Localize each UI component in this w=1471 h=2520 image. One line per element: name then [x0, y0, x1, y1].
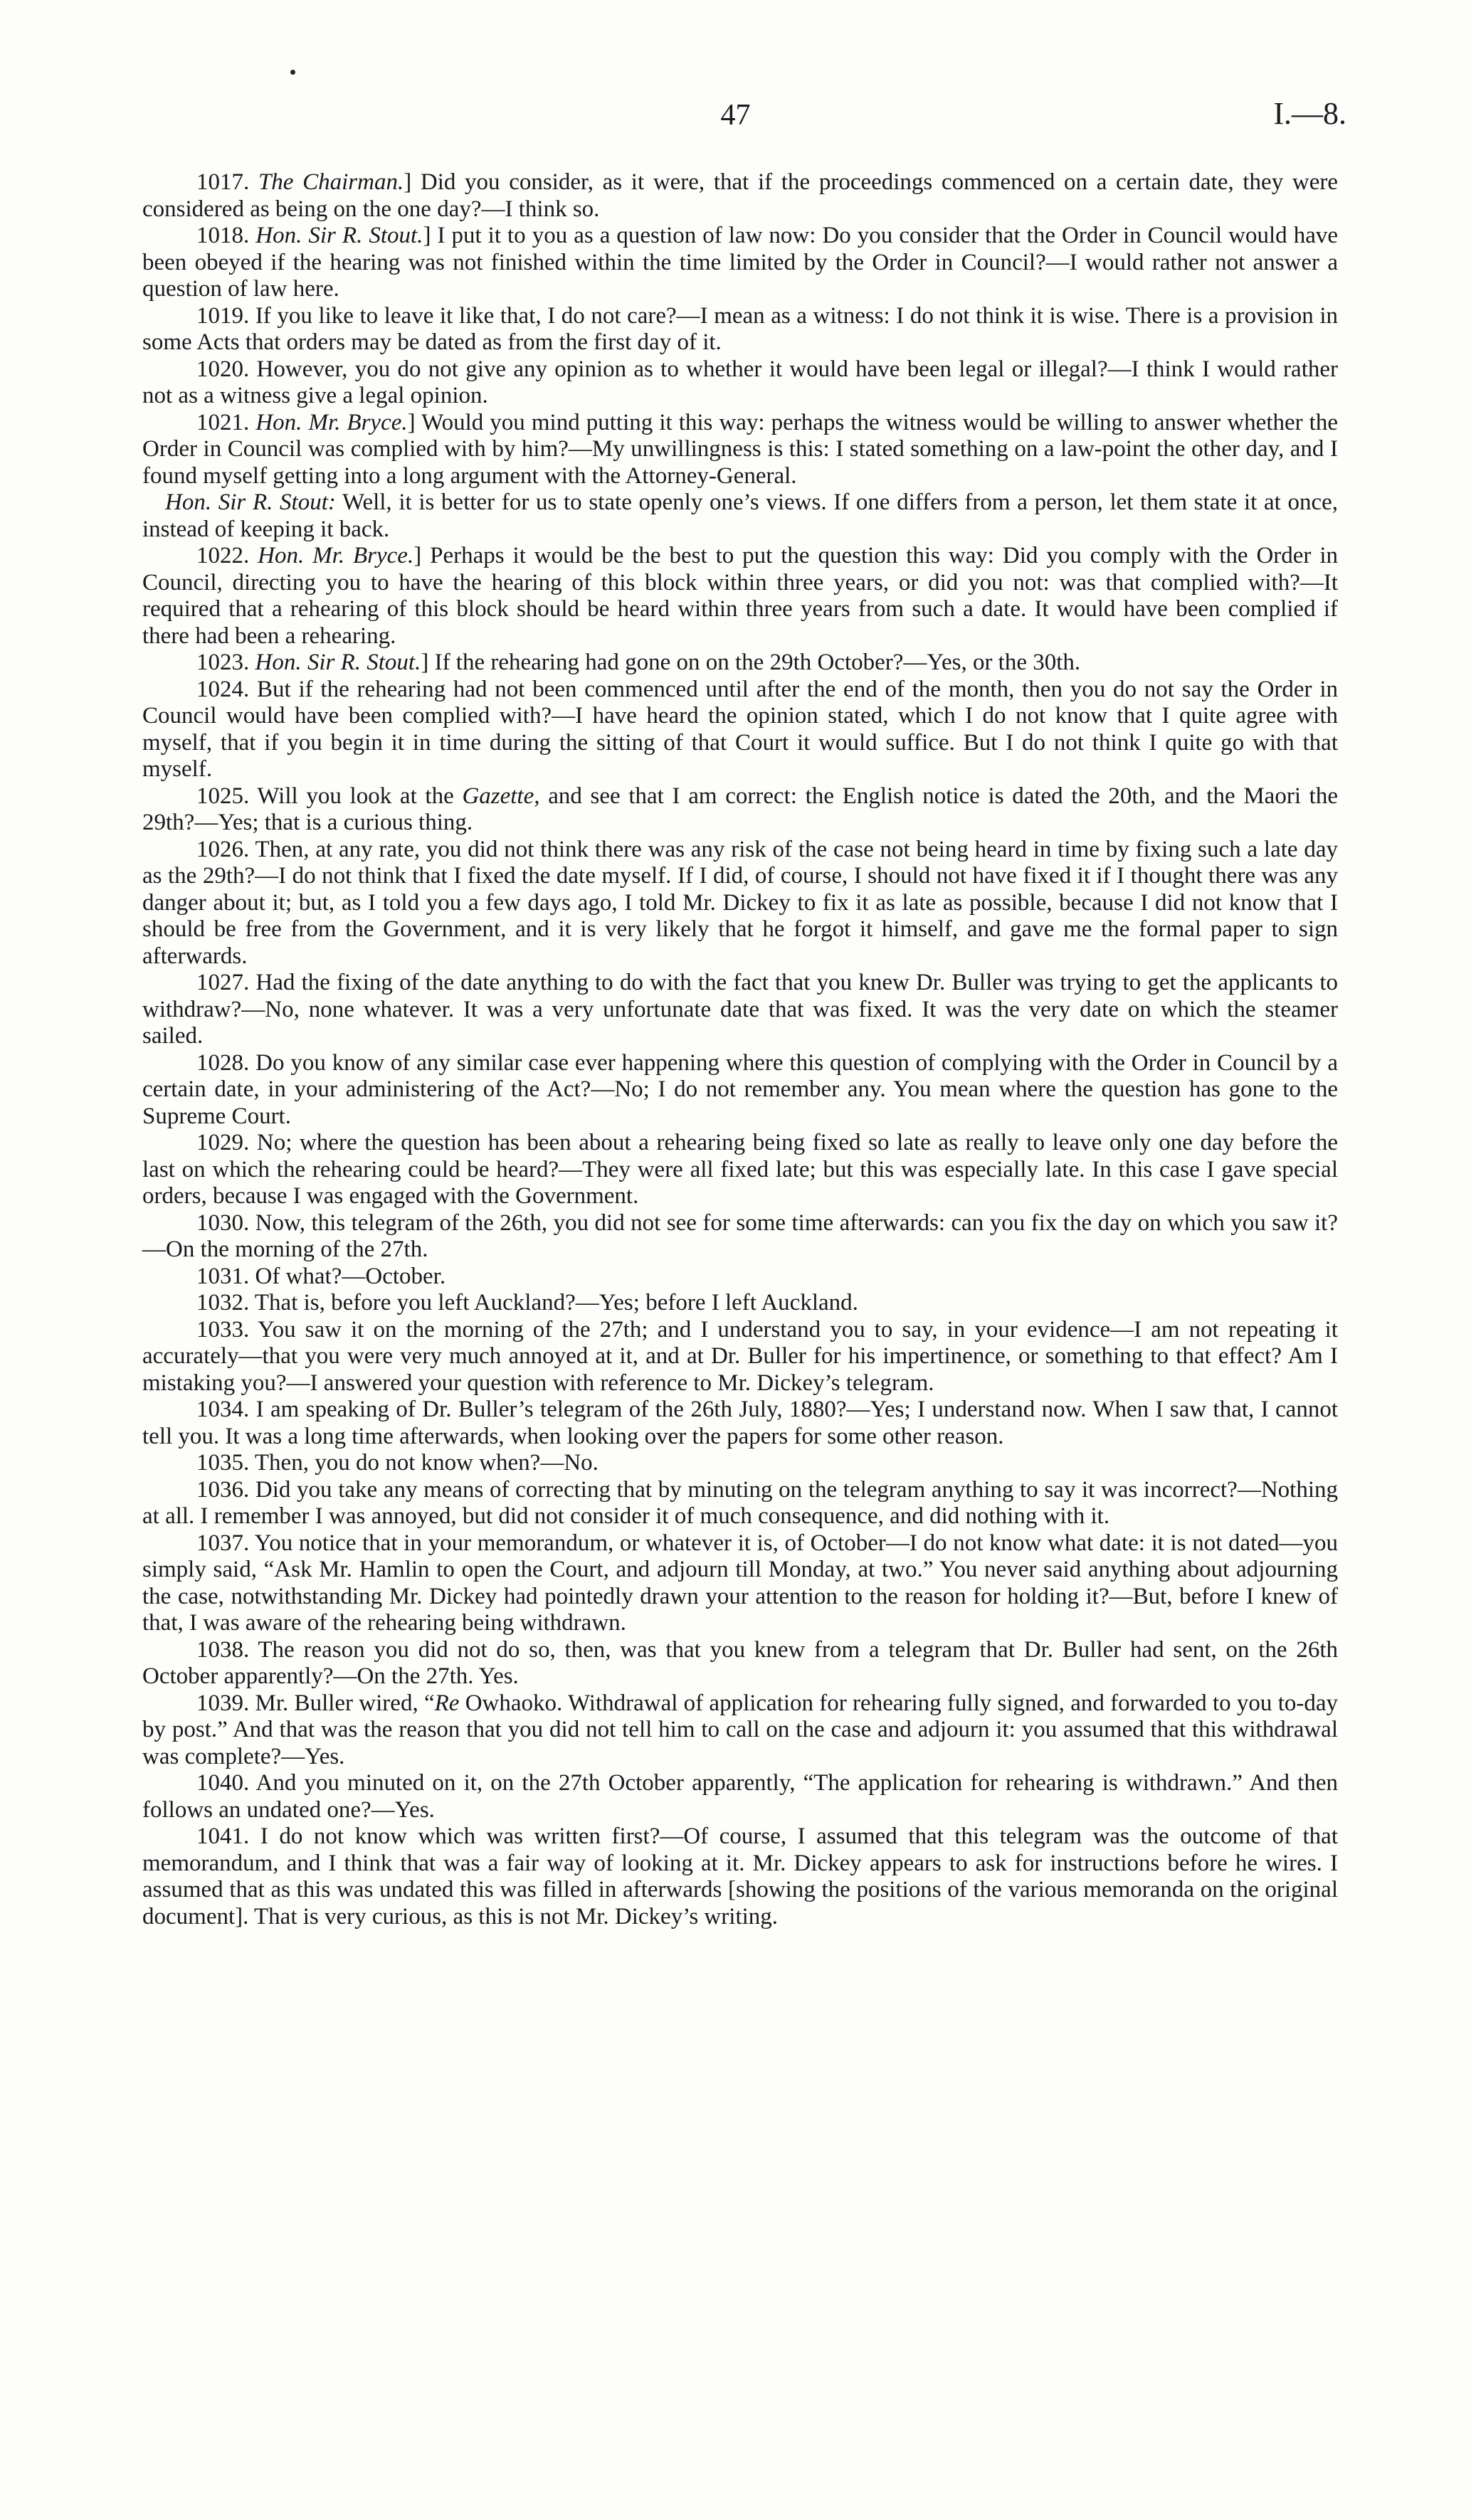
evidence-paragraph: [142, 1450, 1338, 1477]
paragraph-text: 1028. Do you know of any similar case ever happening where this question of complying with the Order in Council by a certain date, in your administering of the Act?—No; I do not remember any. You mean where the question has gone to the Supreme Court.: [142, 1049, 1338, 1129]
evidence-paragraph: [142, 1477, 1338, 1530]
evidence-paragraph: [142, 837, 1338, 970]
evidence-paragraph: [142, 1397, 1338, 1450]
evidence-paragraph: [142, 223, 1338, 303]
evidence-paragraph: [142, 1690, 1338, 1771]
paragraph-text: and see that I am correct: the English notice is dated the 20th, and the Maori the 29th?—Yes; that is a curious thing.: [142, 783, 1338, 835]
paragraph-text: 1026. Then, at any rate, you did not think there was any risk of the case not being heard in time by fixing such a late day as the 29th?—I do not think that I fixed the date myself. If I did, of course, I should not have fixed it if I thought there was any danger about it; but, as I told you a few days ago, I told Mr. Dickey to fix it as late as possible, because I did not know that I should be free from the Government, and it is very likely that he forgot it himself, and gave me the formal paper to sign afterwards.: [142, 836, 1338, 969]
page-number: 47: [720, 99, 751, 132]
paragraph-text: 1023.: [196, 650, 255, 675]
paragraph-text: 1031. Of what?—October.: [196, 1263, 446, 1289]
speaker-name: Hon. Mr. Bryce.: [258, 543, 414, 568]
evidence-paragraph: [142, 1130, 1338, 1210]
evidence-paragraph: [142, 489, 1338, 543]
evidence-paragraph: [142, 1210, 1338, 1264]
paragraph-text: 1027. Had the fixing of the date anything to do with the fact that you knew Dr. Buller was trying to get the applicants to withdraw?—No, none whatever. It was a very unfortunate date that was fixed. It was the very date on which the steamer sailed.: [142, 970, 1338, 1049]
paragraph-text: 1024. But if the rehearing had not been commenced until after the end of the month, then you do not say the Order in Council would have been complied with?—I have heard the opinion stated, which I do not know that I quite agree with myself, that if you begin it in time during the sitting of that Court it would suffice. But I do not think I quite go with that myself.: [142, 676, 1338, 782]
paragraph-text: 1036. Did you take any means of correcting that by minuting on the telegram anything to say it was incorrect?—Nothing at all. I remember I was annoyed, but did not consider it of much consequence, and did nothing with it.: [142, 1476, 1338, 1529]
evidence-paragraph: [142, 169, 1338, 223]
paragraph-text: 1018.: [196, 223, 256, 248]
paragraph-text: 1041. I do not know which was written first?—Of course, I assumed that this telegram was the outcome of that memorandum, and I think that was a fair way of looking at it. Mr. Dickey appears to ask for instructions before he wires. I assumed that as this was undated this was filled in afterwards [showing the positions of the various memoranda on the original document]. That is very curious, as this is not Mr. Dickey’s writing.: [142, 1823, 1338, 1929]
evidence-paragraph: [142, 650, 1338, 677]
speaker-name: Hon. Sir R. Stout.: [255, 223, 423, 248]
evidence-paragraph: [142, 1050, 1338, 1131]
paragraph-text: 1033. You saw it on the morning of the 27th; and I understand you to say, in your evidence—I am not repeating it accurately—that you were very much annoyed at it, and at Dr. Buller for his impertinence, or something to that effect? Am I mistaking you?—I answered your question with reference to Mr. Dickey’s telegram.: [142, 1316, 1338, 1396]
paragraph-text: 1030. Now, this telegram of the 26th, you did not see for some time afterwards: can you fix the day on which you saw it?—On the morning of the 27th.: [142, 1209, 1338, 1262]
evidence-text: [142, 169, 1338, 1930]
evidence-paragraph: [142, 410, 1338, 490]
paragraph-text: 1022.: [196, 543, 258, 568]
paragraph-text: Well, it is better for us to state openly one’s views. If one differs from a person, let them state it at once, instead of keeping it back.: [142, 489, 1338, 542]
speaker-name: The Chairman.: [258, 169, 404, 195]
speaker-name: Hon. Mr. Bryce.: [255, 409, 408, 435]
paragraph-text: ] If the rehearing had gone on on the 29th October?—Yes, or the 30th.: [421, 650, 1081, 675]
evidence-paragraph: [142, 970, 1338, 1050]
paragraph-text: 1039. Mr. Buller wired, “: [196, 1690, 435, 1716]
speaker-name: Hon. Sir R. Stout:: [165, 489, 336, 515]
paragraph-text: ] Perhaps it would be the best to put the question this way: Did you comply with the Order in Council, directing you to have the hearing of this block within three years, or did you not: was that complied with?—It required that a rehearing of this block should be heard within three years from such a date. It would have been complied if there had been a rehearing.: [142, 543, 1339, 649]
evidence-paragraph: [142, 303, 1338, 356]
paragraph-text: 1017.: [196, 169, 258, 195]
speaker-name: Hon. Sir R. Stout.: [255, 650, 421, 675]
evidence-paragraph: [142, 783, 1338, 837]
paragraph-text: 1034. I am speaking of Dr. Buller’s telegram of the 26th July, 1880?—Yes; I understand now. When I saw that, I cannot tell you. It was a long time afterwards, when looking over the papers for some other reason.: [142, 1397, 1338, 1449]
evidence-paragraph: [142, 1264, 1338, 1291]
document-reference: I.—8.: [1273, 96, 1346, 131]
paragraph-text: 1032. That is, before you left Auckland?—Yes; before I left Auckland.: [196, 1290, 858, 1315]
evidence-paragraph: [142, 1530, 1338, 1637]
paragraph-text: 1029. No; where the question has been about a rehearing being fixed so late as really to leave only one day before the last on which the rehearing could be heard?—They were all fixed late; but this was especially late. In this case I gave special orders, because I was engaged with the Government.: [142, 1130, 1338, 1209]
paragraph-text: 1038. The reason you did not do so, then, was that you knew from a telegram that Dr. Buller had sent, on the 26th October apparently?—On the 27th. Yes.: [142, 1636, 1338, 1689]
evidence-paragraph: [142, 1770, 1338, 1823]
ink-speck: [290, 70, 295, 75]
paragraph-text: 1020. However, you do not give any opinion as to whether it would have been legal or illegal?—I think I would rather not as a witness give a legal opinion.: [142, 356, 1338, 408]
speaker-name: Gazette,: [462, 783, 540, 809]
paragraph-text: 1035. Then, you do not know when?—No.: [196, 1450, 599, 1476]
paragraph-text: Owhaoko. Withdrawal of application for rehearing fully signed, and forwarded to you to-day by post.” And that was the reason that you did not tell him to call on the case and adjourn it: you assumed that this withdrawal was complete?—Yes.: [142, 1690, 1339, 1769]
evidence-paragraph: [142, 1823, 1338, 1930]
evidence-paragraph: [142, 1317, 1338, 1397]
evidence-paragraph: [142, 543, 1338, 650]
paragraph-text: ] Did you consider, as it were, that if the proceedings commenced on a certain date, they were considered as being on the one day?—I think so.: [142, 169, 1338, 222]
paragraph-text: 1040. And you minuted on it, on the 27th October apparently, “The application for rehearing is withdrawn.” And then follows an undated one?—Yes.: [142, 1770, 1338, 1823]
paragraph-text: 1037. You notice that in your memorandum, or whatever it is, of October—I do not know what date: it is not dated—you simply said, “Ask Mr. Hamlin to open the Court, and adjourn till Monday, at two.” You never said anything about adjourning the case, notwithstanding Mr. Dickey had pointedly drawn your attention to the reason for holding it?—But, before I knew of that, I was aware of the rehearing being withdrawn.: [142, 1530, 1338, 1636]
paragraph-text: 1025. Will you look at the: [196, 783, 463, 809]
paragraph-text: ] I put it to you as a question of law now: Do you consider that the Order in Council would have been obeyed if the hearing was not finished within the time limited by the Order in Council?—I would rather not answer a question of law here.: [142, 223, 1338, 302]
evidence-paragraph: [142, 356, 1338, 410]
speaker-name: Re: [434, 1690, 460, 1716]
paragraph-text: ] Would you mind putting it this way: perhaps the witness would be willing to answer whether the Order in Council was complied with by him?—My unwillingness is this: I stated something on a law-point the other day, and I found myself getting into a long argument with the Attorney-General.: [142, 409, 1338, 489]
evidence-paragraph: [142, 1637, 1338, 1690]
paragraph-text: 1021.: [196, 409, 256, 435]
evidence-paragraph: [142, 677, 1338, 783]
paragraph-text: 1019. If you like to leave it like that, I do not care?—I mean as a witness: I do not think it is wise. There is a provision in some Acts that orders may be dated as from the first day of it.: [142, 302, 1338, 355]
evidence-paragraph: [142, 1290, 1338, 1317]
